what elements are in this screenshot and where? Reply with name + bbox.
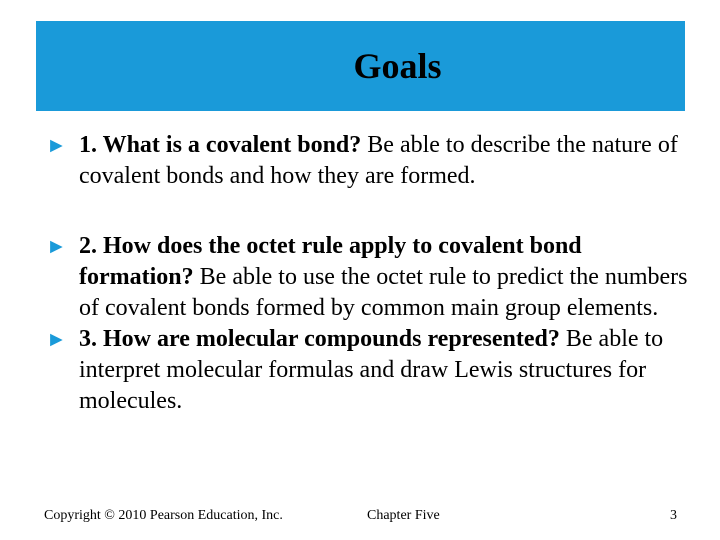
goal-question: 1. What is a covalent bond? xyxy=(79,132,362,158)
goal-detail: Be able to interpret molecular formulas and draw Lewis structures for molecules. xyxy=(79,326,664,414)
bullet-arrow-icon: ► xyxy=(46,133,67,157)
goal-detail: Be able to use the octet rule to predict the numbers of covalent bonds formed by common main group elements. xyxy=(79,264,688,321)
goal-question: 2. How does the octet rule apply to covalent bond formation? xyxy=(79,233,582,290)
footer-copyright: Copyright © 2010 Pearson Education, Inc. xyxy=(44,508,283,523)
goal-item xyxy=(46,324,696,417)
footer-chapter: Chapter Five xyxy=(367,508,440,523)
goal-item xyxy=(46,130,696,192)
goals-list xyxy=(46,130,696,417)
footer-page-number: 3 xyxy=(670,508,677,523)
goal-item xyxy=(46,231,696,324)
bullet-arrow-icon: ► xyxy=(46,327,67,351)
title-bar xyxy=(36,21,685,111)
slide-title: Goals xyxy=(353,46,442,86)
goal-question: 3. How are molecular compounds represented? xyxy=(79,326,560,352)
goal-detail: Be able to describe the nature of covalent bonds and how they are formed. xyxy=(79,132,678,189)
bullet-arrow-icon: ► xyxy=(46,234,67,258)
